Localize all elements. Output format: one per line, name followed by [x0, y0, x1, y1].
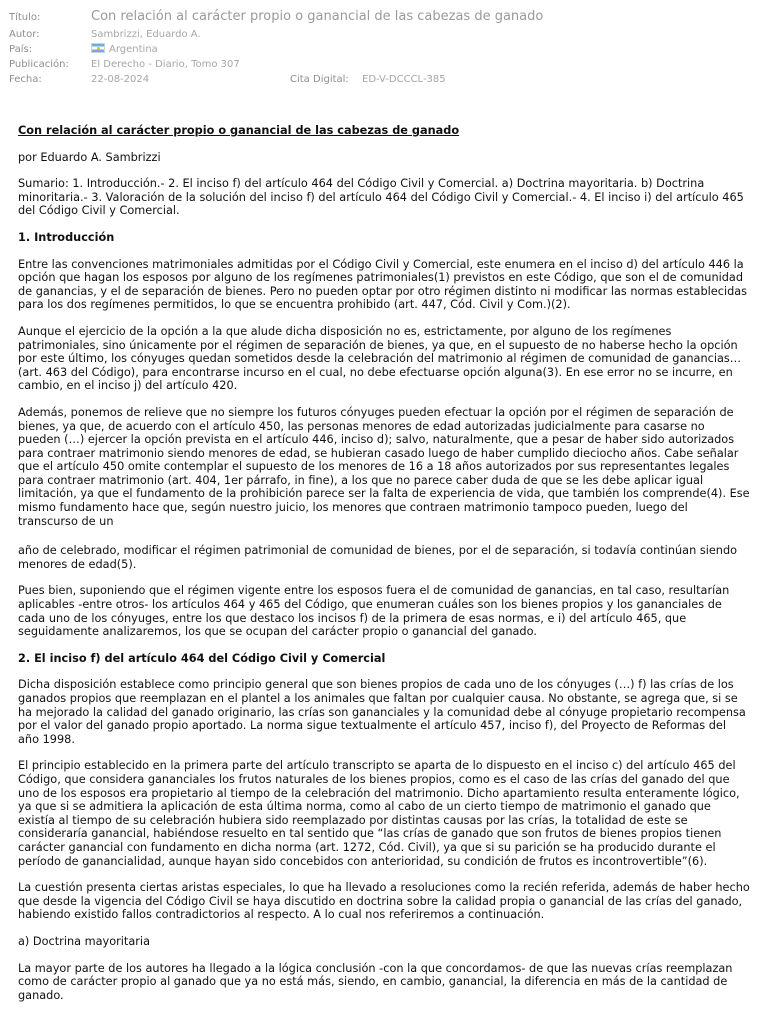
fecha-value: 22-08-2024: [91, 74, 150, 85]
titulo-value: Con relación al carácter propio o ganancial de las cabezas de ganado: [91, 9, 544, 24]
document-metadata-header: [0, 0, 768, 96]
meta-row-titulo: [9, 10, 543, 24]
paragraph: La cuestión presenta ciertas aristas especiales, lo que ha llevado a resoluciones como la recién referida, además de haber hecho que desde la vigencia del Código Civil se haya discutido en doctrina sobre la calidad propia o ganancial de las crías del ganado, habiendo existido fallos contradictorios al respecto. A lo cual nos referiremos a continuación.: [18, 881, 750, 922]
section-heading-inciso-f: 2. El inciso f) del artículo 464 del Código Civil y Comercial: [18, 651, 386, 665]
titulo-label: Título:: [9, 12, 41, 23]
pais-label: País:: [9, 44, 33, 55]
meta-row-pais: [9, 43, 158, 56]
paragraph: Dicha disposición establece como principio general que son bienes propios de cada uno de los cónyuges (…) f) las crías de los ganados propios que reemplazan en el plantel a los animales que faltan por cualquier causa. No obstante, se agrega que, si se ha mejorado la calidad del ganado originario, las crías son gananciales y la comunidad debe al cónyuge propietario recompensa por el valor del ganado propio aportado. La norma sigue textualmente el artículo 457, inciso f), del Proyecto de Reformas del año 1998.: [18, 678, 746, 746]
section-heading-introduccion: 1. Introducción: [18, 230, 115, 244]
publicacion-value: El Derecho - Diario, Tomo 307: [91, 59, 240, 70]
paragraph: La mayor parte de los autores ha llegado a la lógica conclusión -con la que concordamos- de que las nuevas crías reemplazan como de carácter propio al ganado que ya no está más, siendo, en cambio, ganancial, la diferencia en más de la cantidad de ganado.: [18, 961, 733, 1002]
paragraph: Además, ponemos de relieve que no siempre los futuros cónyuges pueden efectuar la opción por el régimen de separación de bienes, ya que, de acuerdo con el artículo 450, las personas menores de edad autorizadas judicialmente para casarse no pueden (…) ejercer la opción prevista en el artículo 446, inciso d); salvo, naturalmente, que a pesar de haber sido autorizados para contraer matrimonio siendo menores de edad, se hubieran casado luego de haber cumplido dieciocho años. Cabe señalar que el artículo 450 omite contemplar el supuesto de los menores de 16 a 18 años autorizados por sus representantes legales para contraer matrimonio (art. 404, 1er párrafo, in fine), a los que no parece caber duda de que se les debe aplicar igual limitación, ya que el fundamento de la prohibición parece ser la falta de experiencia de vida, que también los comprende(4). Ese mismo fundamento hace que, según nuestro juicio, los menores que contraen matrimonio tampoco pueden, luego del transcurso de un: [18, 405, 750, 528]
subsection-heading-doctrina-mayoritaria: a) Doctrina mayoritaria: [18, 934, 150, 948]
sumario: Sumario: 1. Introducción.- 2. El inciso f) del artículo 464 del Código Civil y Comercial. a) Doctrina mayoritaria. b) Doctrina minoritaria.- 3. Valoración de la solución del inciso f) del artículo 464 del Código Civil y Comercial.- 4. El inciso i) del artículo 465 del Código Civil y Comercial.: [18, 177, 744, 218]
autor-label: Autor:: [9, 29, 40, 40]
argentina-flag-icon: [91, 43, 105, 53]
meta-row-publicacion: [9, 58, 240, 71]
paragraph: El principio establecido en la primera parte del artículo transcripto se aparta de lo dispuesto en el inciso c) del artículo 465 del Código, que considera gananciales los frutos naturales de los bienes propios, como es el caso de las crías del ganado del que uno de los esposos era propietario al tiempo de la celebración del matrimonio. Dicho apartamiento resulta enteramente lógico, ya que si se admitiera la aplicación de esta última norma, como al cabo de un cierto tiempo de matrimonio el ganado que existía al tiempo de su celebración hubiera sido reemplazado por distintas causas por las crías, la totalidad de este se consideraría ganancial, habiéndose resuelto en tal sentido que “las crías de ganado que son frutos de bienes propios tienen carácter ganancial con fundamento en dicha norma (art. 1272, Cód. Civil), ya que si su parición se ha producido durante el período de ganancialidad, aunque hayan sido concebidos con anterioridad, su condición de frutos es incontrovertible”(6).: [18, 759, 740, 868]
document-body: [0, 124, 768, 1002]
page-break: [18, 528, 750, 544]
fecha-label: Fecha:: [9, 74, 42, 85]
autor-value: Sambrizzi, Eduardo A.: [91, 29, 201, 40]
byline: por Eduardo A. Sambrizzi: [18, 150, 161, 164]
paragraph: año de celebrado, modificar el régimen patrimonial de comunidad de bienes, por el de separación, si todavía continúan siendo menores de edad(5).: [18, 544, 738, 571]
paragraph: Entre las convenciones matrimoniales admitidas por el Código Civil y Comercial, este enumera en el inciso d) del artículo 446 la opción que hagan los esposos por alguno de los regímenes patrimoniales(1) previstos en este Código, que son el de comunidad de ganancias, y el de separación de bienes. Pero no pueden optar por otro régimen distinto ni modificar las normas establecidas para los dos regímenes permitidos, lo que se encuentra prohibido (art. 447, Cód. Civil y Com.)(2).: [18, 257, 748, 312]
document-title: Con relación al carácter propio o ganancial de las cabezas de ganado: [18, 124, 460, 137]
pais-value: Argentina: [109, 44, 158, 55]
paragraph: Aunque el ejercicio de la opción a la que alude dicha disposición no es, estrictamente, por alguno de los regímenes patrimoniales, sino únicamente por el régimen de separación de bienes, ya que, en el supuesto de no haberse hecho la opción por este último, los cónyuges quedan sometidos desde la celebración del matrimonio al régimen de comunidad de ganancias… (art. 463 del Código), para encontrarse incurso en el cual, no debe efectuarse opción alguna(3). En ese error no se incurre, en cambio, en el inciso j) del artículo 420.: [18, 324, 742, 393]
publicacion-label: Publicación:: [9, 59, 69, 70]
cita-digital-value: ED-V-DCCCL-385: [362, 74, 446, 85]
cita-digital-label: Cita Digital:: [290, 74, 349, 85]
meta-row-fecha: [9, 73, 749, 86]
meta-row-autor: [9, 28, 201, 41]
paragraph: Pues bien, suponiendo que el régimen vigente entre los esposos fuera el de comunidad de ganancias, en tal caso, resultarían aplicables -entre otros- los artículos 464 y 465 del Código, que enumeran cuáles son los bienes propios y los gananciales de cada uno de los cónyuges, entre los que destaco los incisos f) de la primera de esas normas, e i) del artículo 465, que seguidamente analizaremos, los que se ocupan del carácter propio o ganancial del ganado.: [18, 584, 730, 639]
